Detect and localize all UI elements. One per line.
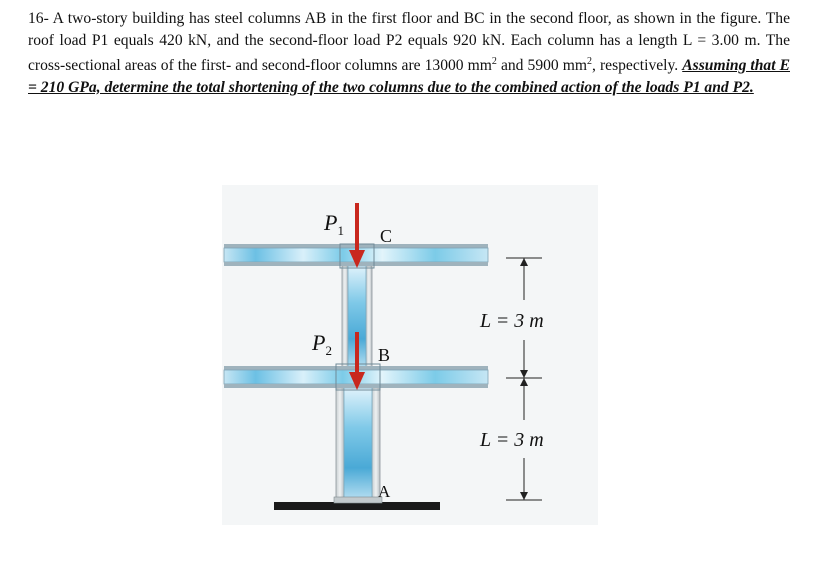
problem-question: Assuming that E = 210 GPa, determine the total shortening of the two columns due to the combined action of the loads P1 and P2. [28,57,790,96]
label-p1: $P_1$ [324,210,344,238]
label-point-b: B [378,345,391,365]
figure-background [222,185,598,525]
label-length-lower: L = 3 m [480,429,544,451]
problem-text-and: and 5900 mm [496,57,588,75]
superscript-2: 2 [491,56,497,67]
label-p2: $P_2$ [312,330,332,358]
problem-number: 16- [28,10,49,27]
problem-text-respectively: , respectively. [592,57,683,75]
label-point-c: C [380,226,393,246]
column-ab [334,388,382,503]
problem-text: A two-story building has steel columns AB in the first floor and BC in the second floor, as shown in the figure. The roof load P1 equals 420 kN, and the second-floor load P2 equals 920 kN. Each column has a length L = 3.00 m. The cross-sectional areas of the first- and second-floor columns are 13000 mm [28,10,790,75]
label-point-a: A [378,482,391,501]
superscript-2b: 2 [587,56,593,67]
label-length-upper: L = 3 m [480,310,544,332]
